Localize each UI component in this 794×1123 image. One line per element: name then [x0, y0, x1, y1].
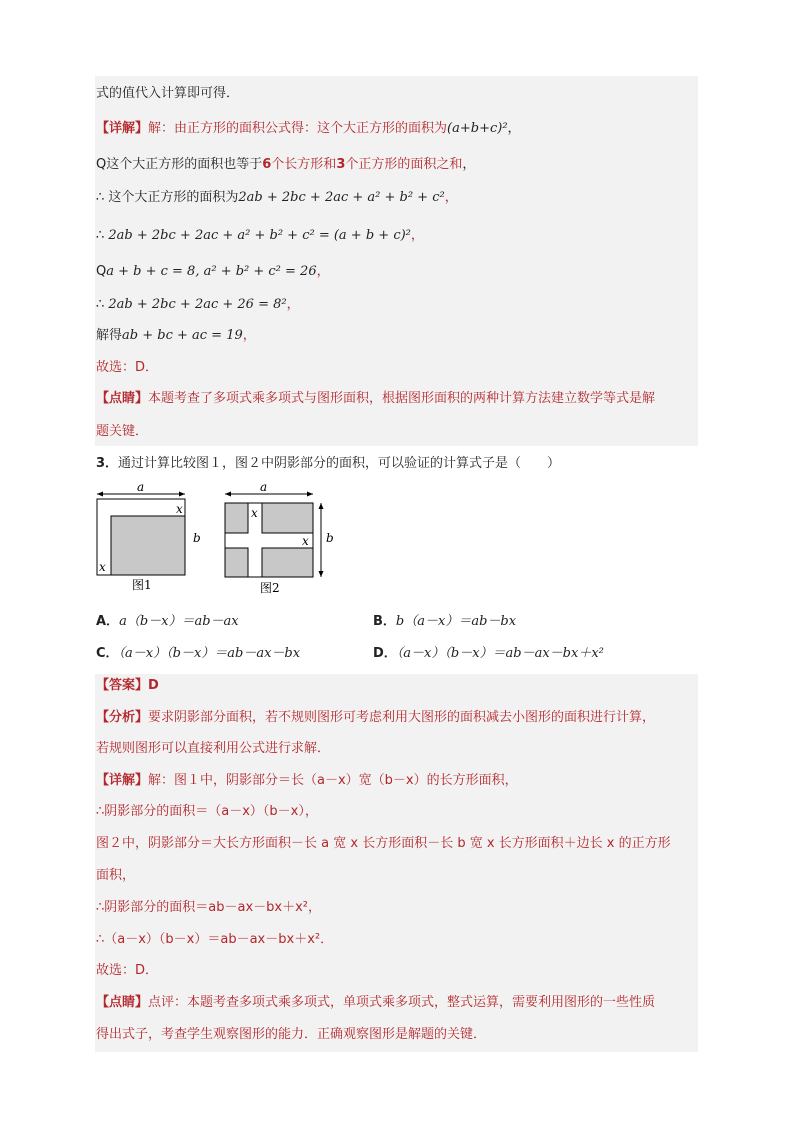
- comma: ，: [286, 297, 300, 312]
- label-x-top: x: [251, 506, 258, 520]
- arrowhead-up: [319, 503, 324, 509]
- comment-line-1: [96, 994, 655, 1012]
- answer-tag: 【答案】: [96, 678, 149, 693]
- label-b: b: [193, 531, 201, 545]
- text-segment: 这个大正方形的面积也等于: [106, 157, 263, 172]
- label-a: a: [137, 482, 145, 494]
- arrowhead-right: [179, 492, 185, 497]
- option-a[interactable]: [96, 613, 239, 631]
- formula: 2ab + 2bc + 2ac + a² + b² + c²: [238, 190, 445, 205]
- comment-text: 本题考查了多项式乘多项式与图形面积，根据图形面积的两种计算方法建立数学等式是解: [148, 391, 656, 406]
- detail-text: 解：图１中，阴影部分＝长（a－x）宽（b－x）的长方形面积，: [148, 773, 518, 788]
- answer-value: D: [148, 678, 159, 693]
- prev-line-4: [96, 189, 458, 207]
- detail-line-4: 面积，: [96, 868, 136, 883]
- prev-detail-line: [96, 120, 521, 138]
- formula-square: (a+b+c)²: [447, 121, 508, 136]
- option-text: b（a－x）＝ab－bx: [395, 614, 517, 629]
- option-text: （a－x）（b－x）＝ab－ax－bx＋x²: [396, 646, 604, 661]
- option-text: a（b－x）＝ab－ax: [119, 614, 239, 629]
- option-c[interactable]: [96, 645, 300, 663]
- comment-line-2: 得出式子，考查学生观察图形的能力．正确观察图形是解题的关键．: [96, 1027, 487, 1042]
- detail-text: 解：由正方形的面积公式得：这个大正方形的面积为: [148, 121, 448, 136]
- comma: ，: [462, 157, 476, 172]
- prev-line-1: 式的值代入计算即可得．: [96, 86, 240, 101]
- comment-text: 点评：本题考查多项式乘多项式，单项式乘多项式，整式运算，需要利用图形的一些性质: [148, 995, 656, 1010]
- prev-line-7: [96, 296, 300, 314]
- comma: ，: [242, 328, 256, 343]
- arrowhead-right: [307, 492, 313, 497]
- therefore-symbol: ∴: [96, 297, 109, 312]
- analysis-text: 要求阴影部分面积，若不规则图形可考虑利用大图形的面积减去小图形的面积进行计算，: [148, 710, 656, 725]
- option-letter: B．: [373, 614, 396, 629]
- label-x-top: x: [176, 502, 183, 516]
- comment-tag: 【点睛】: [96, 995, 149, 1010]
- prev-comment-line-2: 题关键．: [96, 424, 149, 439]
- prev-line-3: [96, 156, 475, 174]
- prev-choose: 故选：D．: [96, 360, 159, 375]
- because-symbol: Q: [96, 264, 107, 279]
- prev-line-8: [96, 327, 256, 345]
- figure-2: [220, 482, 340, 597]
- therefore-symbol: ∴: [96, 228, 109, 243]
- option-letter: A．: [96, 614, 120, 629]
- detail-line-1: [96, 772, 518, 790]
- comma: ，: [410, 228, 424, 243]
- answer-choose: 故选：D．: [96, 963, 159, 978]
- option-b[interactable]: [373, 613, 516, 631]
- prev-line-6: [96, 263, 330, 281]
- detail-line-2: ∴阴影部分的面积＝（a－x）（b－x），: [96, 804, 318, 819]
- prev-comment-line-1: [96, 390, 655, 408]
- label-x-right: x: [302, 534, 309, 548]
- because-symbol: Q: [96, 157, 107, 172]
- option-letter: C．: [96, 646, 119, 661]
- answer-line: [96, 677, 159, 695]
- number-six: 6: [262, 157, 272, 172]
- shaded-rectangle: [111, 516, 185, 575]
- question-text: 通过计算比较图１，图２中阴影部分的面积，可以验证的计算式子是（ ）: [118, 456, 561, 471]
- question-3-stem: [96, 455, 560, 473]
- detail-tag: 【详解】: [96, 773, 149, 788]
- text-segment: ∴ 这个大正方形的面积为: [96, 190, 239, 205]
- detail-line-3: 图２中，阴影部分＝大长方形面积－长 a 宽 x 长方形面积－长 b 宽 x 长方形面积＋边长 x 的正方形: [96, 836, 671, 851]
- comma: ，: [507, 121, 521, 136]
- text-segment: 个正方形的面积之和: [345, 157, 463, 172]
- text-segment: 解得: [96, 328, 123, 343]
- arrowhead-left: [225, 492, 231, 497]
- detail-line-6: ∴（a－x）（b－x）＝ab－ax－bx＋x²．: [96, 932, 334, 947]
- shaded-bottom-right: [262, 548, 313, 577]
- comma: ，: [316, 264, 330, 279]
- figure-1: [94, 482, 204, 597]
- label-b: b: [326, 531, 334, 545]
- analysis-tag: 【分析】: [96, 710, 149, 725]
- detail-line-5: ∴阴影部分的面积＝ab－ax－bx＋x²，: [96, 900, 321, 915]
- shaded-top-right: [262, 503, 313, 533]
- formula: 2ab + 2bc + 2ac + a² + b² + c² = (a + b + c)²: [108, 228, 411, 243]
- option-letter: D．: [373, 646, 397, 661]
- formula: a + b + c = 8, a² + b² + c² = 26: [106, 264, 317, 279]
- analysis-line-2: 若规则图形可以直接利用公式进行求解．: [96, 741, 331, 756]
- question-number: 3．: [96, 456, 119, 471]
- text-segment: 个长方形和: [271, 157, 337, 172]
- label-a: a: [260, 482, 268, 494]
- arrowhead-left: [97, 492, 103, 497]
- detail-tag: 【详解】: [96, 121, 149, 136]
- arrowhead-down: [319, 571, 324, 577]
- comment-tag: 【点睛】: [96, 391, 149, 406]
- number-three: 3: [336, 157, 346, 172]
- formula: ab + bc + ac = 19: [122, 328, 243, 343]
- option-text: （a－x）（b－x）＝ab－ax－bx: [118, 646, 301, 661]
- shaded-bottom-left: [225, 548, 248, 577]
- shaded-top-left: [225, 503, 248, 533]
- analysis-line-1: [96, 709, 655, 727]
- figure-2-caption: 图2: [260, 581, 280, 595]
- formula: 2ab + 2bc + 2ac + 26 = 8²: [108, 297, 287, 312]
- prev-line-5: [96, 227, 424, 245]
- comma: ，: [444, 190, 458, 205]
- figure-1-caption: 图1: [132, 578, 152, 592]
- option-d[interactable]: [373, 645, 604, 663]
- label-x-left: x: [99, 560, 106, 574]
